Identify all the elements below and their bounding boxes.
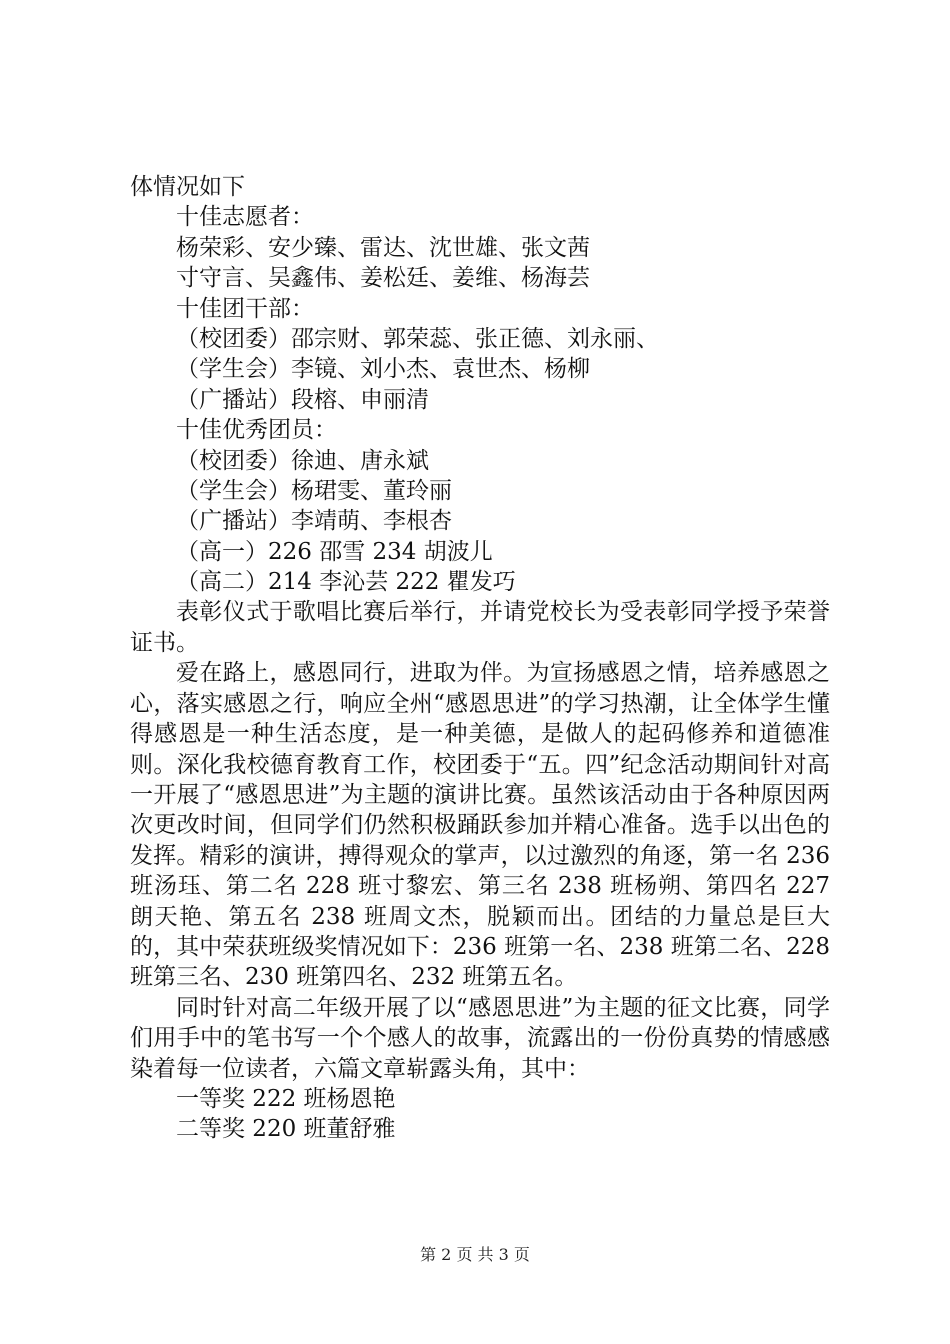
honor-list: [130, 172, 830, 597]
list-line: 十佳优秀团员：: [176, 417, 337, 444]
list-line: （校团委）邵宗财、郭荣蕊、张正德、刘永丽、: [176, 325, 659, 352]
ceremony-paragraph: 表彰仪式于歌唱比赛后举行，并请党校长为受表彰同学授予荣誉证书。: [130, 599, 830, 656]
list-line: 十佳团干部：: [176, 295, 314, 322]
page-number-footer: 第 2 页 共 3 页: [420, 1245, 530, 1264]
list-line: （广播站）李靖萌、李根杏: [176, 508, 452, 535]
list-line: （广播站）段榕、申丽清: [176, 386, 429, 413]
essay-contest-paragraph: 同时针对高二年级开展了以“感恩思进”为主题的征文比赛，同学们用手中的笔书写一个个感人的故事，流露出的一份份真势的情感感染着每一位读者，六篇文章崭露头角，其中：: [130, 994, 830, 1082]
list-line: 十佳志愿者：: [176, 204, 314, 231]
award-second-prize: 二等奖 220 班董舒雅: [176, 1116, 396, 1143]
list-line: 寸守言、吴鑫伟、姜松廷、姜维、杨海芸: [176, 265, 590, 292]
list-line: （高一）226 邵雪 234 胡波儿: [176, 538, 493, 565]
list-line: 体情况如下: [130, 174, 245, 200]
list-line: 杨荣彩、安少臻、雷达、沈世雄、张文茜: [176, 234, 590, 261]
list-line: （学生会）李镜、刘小杰、袁世杰、杨柳: [176, 356, 590, 383]
list-line: （高二）214 李沁芸 222 瞿发巧: [176, 569, 516, 596]
speech-contest-paragraph: 爱在路上，感恩同行，进取为伴。为宣扬感恩之情，培养感恩之心，落实感恩之行，响应全州“感恩思进”的学习热潮，让全体学生懂得感恩是一种生活态度，是一种美德，是做人的起码修养和道德准则。深化我校德育教育工作，校团委于“五。四”纪念活动期间针对高一开展了“感恩思进”为主题的演讲比赛。虽然该活动由于各种原因两次更改时间，但同学们仍然积极踊跃参加并精心准备。选手以出色的发挥。精彩的演讲，搏得观众的掌声，以过激烈的角逐，第一名 236 班汤珏、第二名 228 班寸黎宏、第三名 238 班杨朔、第四名 227 朗天艳、第五名 238 班周文杰，脱颖而出。团结的力量总是巨大的，其中荣获班级奖情况如下：236 班第一名、238 班第二名、228 班第三名、230 班第四名、232 班第五名。: [130, 660, 830, 991]
document-body: [130, 172, 830, 1145]
list-line: （学生会）杨珺雯、董玲丽: [176, 477, 452, 504]
list-line: （校团委）徐迪、唐永斌: [176, 447, 429, 474]
award-first-prize: 一等奖 222 班杨恩艳: [176, 1085, 396, 1112]
